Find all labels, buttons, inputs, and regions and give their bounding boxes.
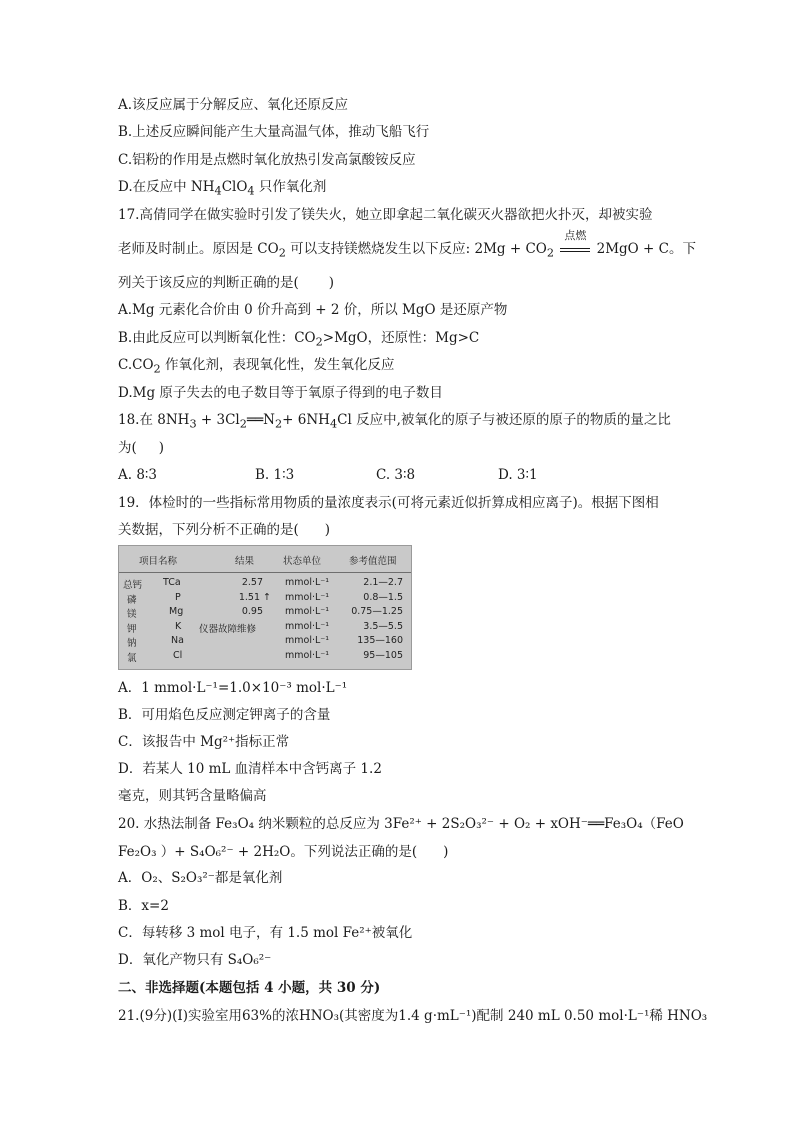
q16-option-c: C.铝粉的作用是点燃时氧化放热引发高氯酸铵反应 bbox=[118, 152, 416, 168]
table-row: 镁 Mg 0.95 mmol·L⁻¹ 0.75—1.25 bbox=[127, 606, 403, 621]
table-row: 磷 P 1.51 ↑ mmol·L⁻¹ 0.8—1.5 bbox=[127, 591, 403, 606]
section-title: 二、非选择题(本题包括 4 小题，共 30 分) bbox=[118, 980, 381, 996]
q18-option-c: C. 3∶8 bbox=[376, 467, 416, 483]
q19-stem-line1: 19．体检时的一些指标常用物质的量浓度表示(可将元素近似折算成相应离子)。根据下图相 bbox=[118, 495, 659, 511]
q20-option-c: C．每转移 3 mol 电子，有 1.5 mol Fe²⁺被氧化 bbox=[118, 925, 413, 941]
reaction-condition-arrow: 点燃 bbox=[560, 240, 590, 258]
q18-option-d: D. 3∶1 bbox=[498, 467, 538, 483]
q19-option-a: A．1 mmol·L⁻¹=1.0×10⁻³ mol·L⁻¹ bbox=[118, 680, 348, 696]
q17-stem-line1: 17.高倩同学在做实验时引发了镁失火，她立即拿起二氧化碳灭火器欲把火扑灭，却被实验 bbox=[118, 207, 653, 223]
q17-option-b: B.由此反应可以判断氧化性：$CO_2>MgO$，还原性：Mg>C bbox=[118, 330, 480, 349]
table-row: 钠 Na mmol·L⁻¹ 135—160 bbox=[127, 635, 403, 650]
q19-option-d-line2: 毫克，则其钙含量略偏高 bbox=[118, 788, 267, 804]
lab-report-table bbox=[118, 545, 412, 670]
q19-option-b: B．可用焰色反应测定钾离子的含量 bbox=[118, 707, 331, 723]
header-item-name: 项目名称 bbox=[139, 556, 178, 567]
q16-option-d: D.在反应中 $NH_4ClO_4$ 只作氧化剂 bbox=[118, 179, 327, 198]
q17-option-c: $C.CO_2$ 作氧化剂，表现氧化性，发生氧化反应 bbox=[118, 357, 395, 376]
q17-option-d: D.Mg 原子失去的电子数目等于氧原子得到的电子数目 bbox=[118, 385, 443, 401]
q18-option-a: A. 8∶3 bbox=[118, 467, 158, 483]
q21-stem-line1: 21.(9分)(I)实验室用63%的浓HNO₃(其密度为1.4 g·mL⁻¹)配制 240 mL 0.50 mol·L⁻¹稀 HNO₃ bbox=[118, 1008, 708, 1024]
header-reference: 参考值范围 bbox=[349, 556, 397, 567]
table-row: 总钙 TCa 2.57 mmol·L⁻¹ 2.1—2.7 bbox=[123, 577, 403, 591]
q18-stem-line1: 18.在 $8NH_3$ + $3Cl_2══N_2+ 6NH_4Cl$ 反应中,被氧化的原子与被还原的原子的物质的量之比 bbox=[118, 412, 671, 431]
q16-option-a: A.该反应属于分解反应、氧化还原反应 bbox=[118, 97, 349, 113]
q16-option-b: B.上述反应瞬间能产生大量高温气体，推动飞船飞行 bbox=[118, 124, 430, 140]
q17-stem-line2: 老师及时制止。原因是 $CO_2$ 可以支持镁燃烧发生以下反应: $2Mg + CO_2$ 点燃 2MgO + C。下 bbox=[118, 229, 696, 260]
q17-stem-line3: 列关于该反应的判断正确的是( ) bbox=[118, 275, 335, 291]
q18-option-b: B. 1∶3 bbox=[255, 467, 295, 483]
lab-table-header bbox=[119, 546, 411, 573]
q19-option-d-line1: D．若某人 10 mL 血清样本中含钙离子 1.2 bbox=[118, 761, 382, 777]
q18-stem-line2: 为( ) bbox=[118, 440, 165, 456]
q20-option-a: A．O₂、S₂O₃²⁻都是氧化剂 bbox=[118, 870, 283, 886]
q19-option-c: C．该报告中 Mg²⁺指标正常 bbox=[118, 734, 290, 750]
header-result: 结果 bbox=[235, 556, 255, 567]
table-row: 氯 Cl mmol·L⁻¹ 95—105 bbox=[127, 650, 403, 664]
q20-option-b: B．x=2 bbox=[118, 898, 169, 914]
q20-stem-line2: Fe₂O₃ ）+ S₄O₆²⁻ + 2H₂O。下列说法正确的是( ) bbox=[118, 844, 449, 860]
q19-stem-line2: 关数据，下列分析不正确的是( ) bbox=[118, 522, 331, 538]
table-row: 钾 K 仪器故障维修 mmol·L⁻¹ 3.5—5.5 bbox=[127, 620, 403, 635]
q17-option-a: A.Mg 元素化合价由 0 价升高到 + 2 价，所以 MgO 是还原产物 bbox=[118, 302, 508, 318]
q20-option-d: D．氧化产物只有 S₄O₆²⁻ bbox=[118, 952, 272, 968]
q18-options bbox=[118, 466, 538, 484]
q20-stem-line1: 20. 水热法制备 Fe₃O₄ 纳米颗粒的总反应为 3Fe²⁺ + 2S₂O₃²⁻ + O₂ + xOH⁻══Fe₃O₄（FeO bbox=[118, 816, 684, 832]
header-unit: 状态单位 bbox=[283, 556, 322, 567]
